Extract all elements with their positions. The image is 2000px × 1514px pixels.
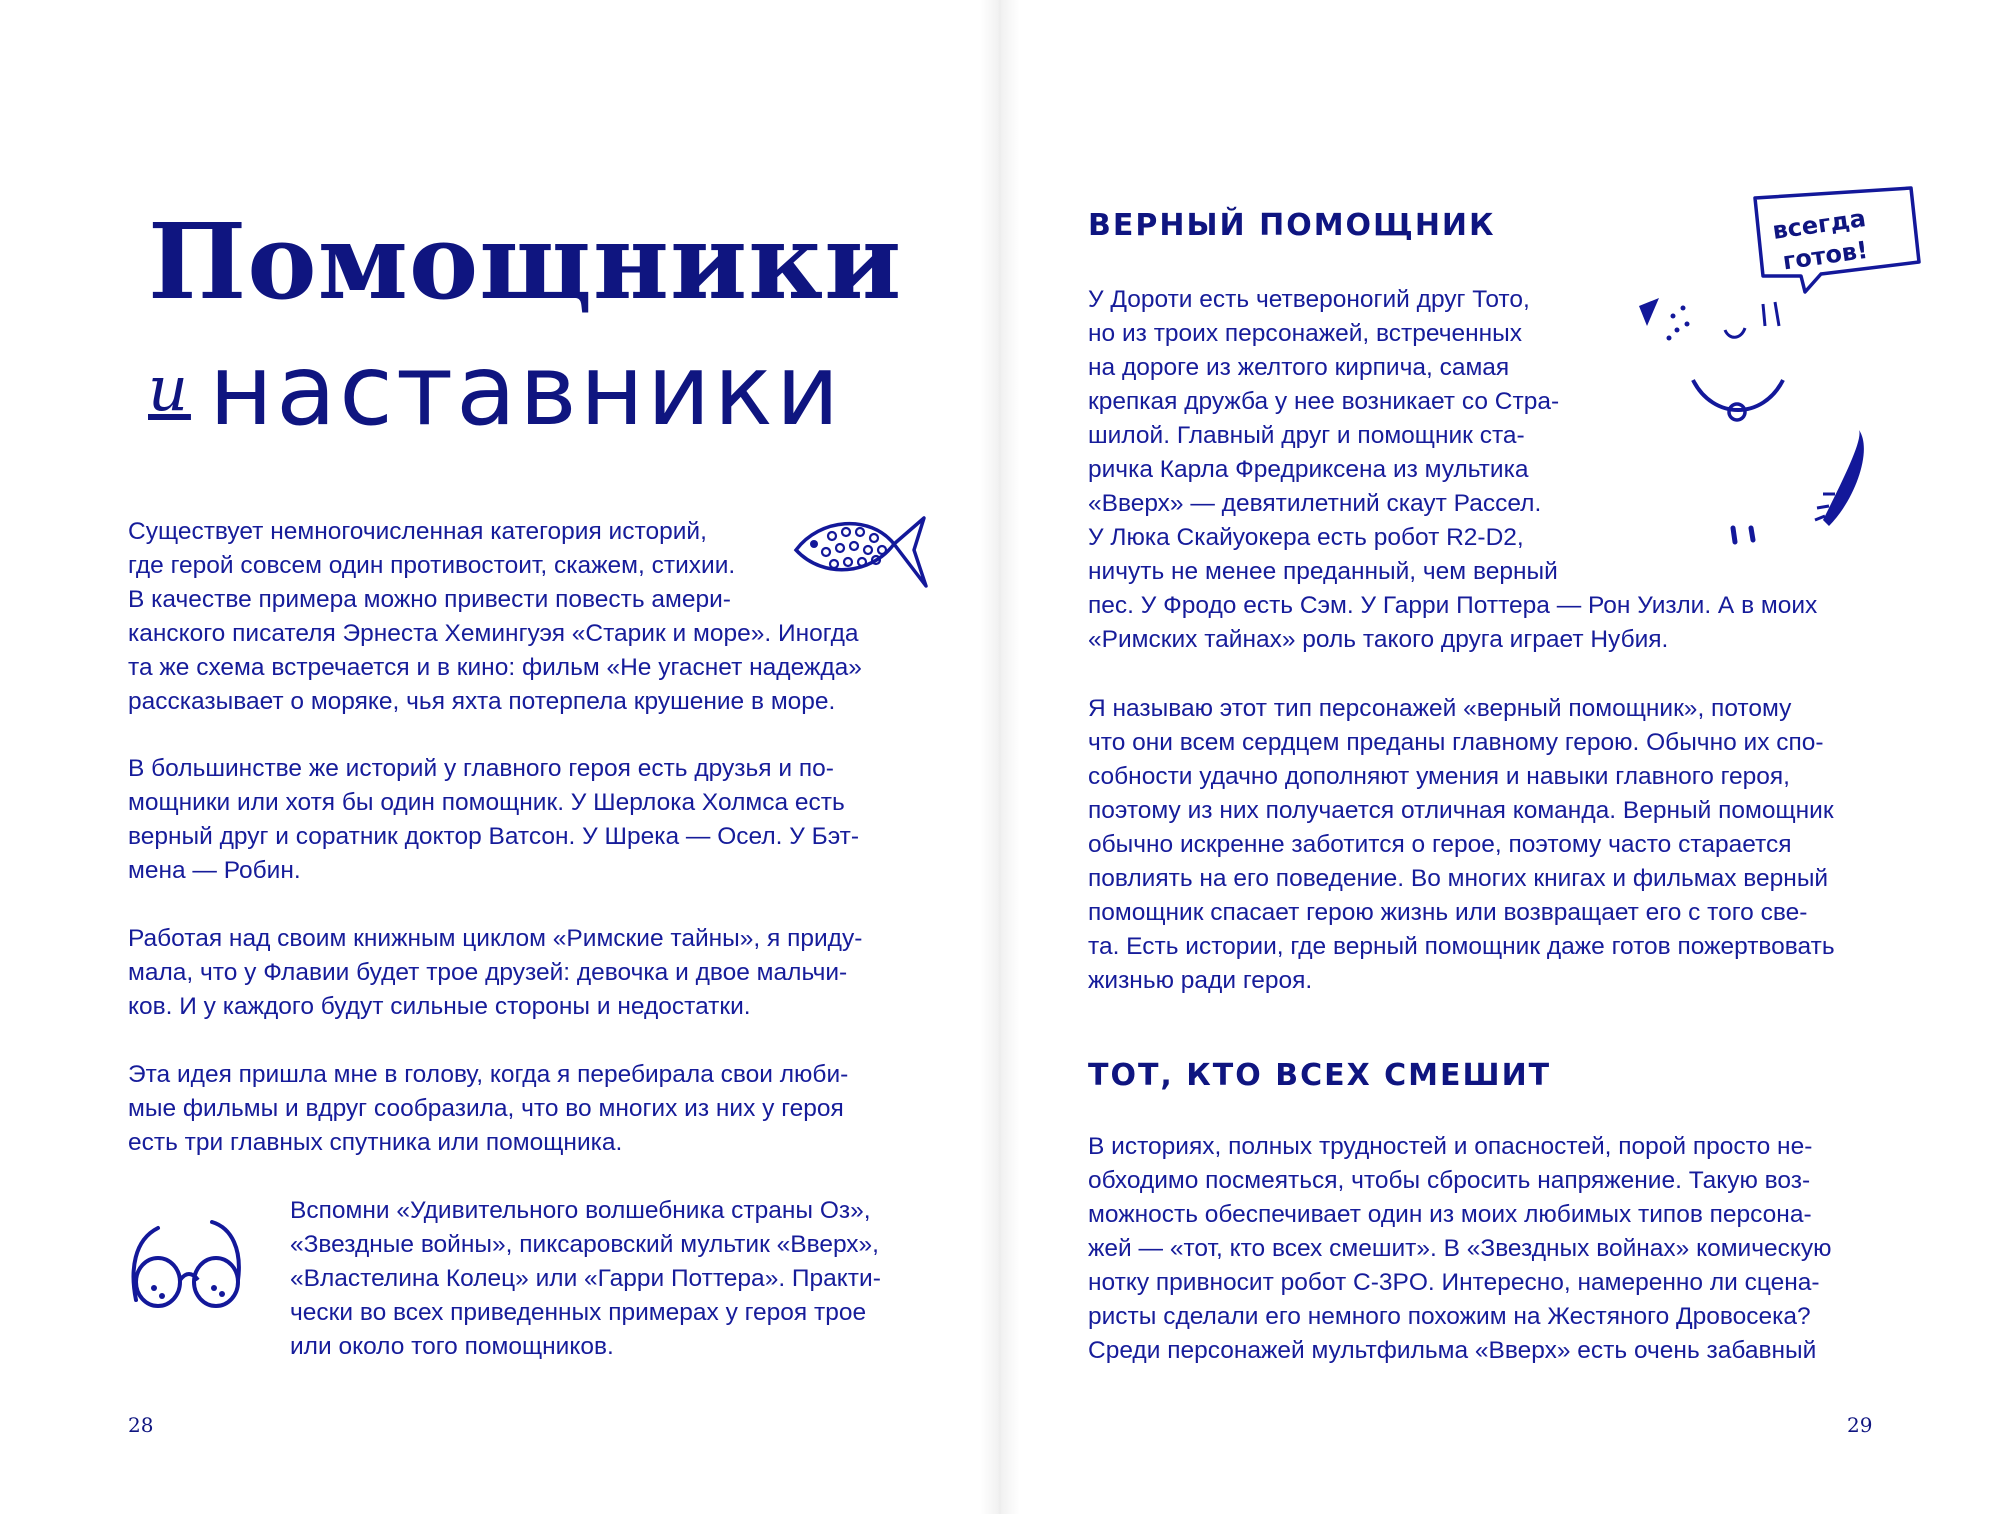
title-line-1: Помощники — [148, 200, 903, 323]
section-1-wide-text: пес. У Фродо есть Сэм. У Гарри Поттера — Рон Уизли. А в моих «Римских тайнах» роль такого друга играет Нубия. — [1088, 592, 1818, 653]
page-number-left: 28 — [128, 1413, 154, 1437]
section-1-narrow-text: У Дороти есть четвероногий друг Тото, но из троих персонажей, встреченных на дороге из желтого кирпича, самая крепкая дружба у нее возникает со Стра- шилой. Главный друг и помощник ста- ричка Карла Фредриксена из мультика «Вверх» — девятилетний скаут Рассел. У Люка Скайуокера есть робот R2-D2, ничуть не менее преданный, чем верный — [1088, 286, 1560, 585]
section-heading-faithful-helper: ВЕРНЫЙ ПОМОЩНИК — [1088, 208, 1496, 243]
paragraph-4: Эта идея пришла мне в голову, когда я перебирала свои люби- мые фильмы и вдруг сообразила, что во многих из них у героя есть три главных спутника или помощника. — [128, 1061, 849, 1156]
paragraph-3: Работая над своим книжным циклом «Римские тайны», я приду- мала, что у Флавии будет трое друзей: девочка и двое мальчи- ков. И у каждого будут сильные стороны и недостатки. — [128, 925, 863, 1020]
paragraph-2: В большинстве же историй у главного героя есть друзья и по- мощники или хотя бы один помощник. У Шерлока Холмса есть верный друг и соратник доктор Ватсон. У Шрека — Осел. У Бэт- мена — Робин. — [128, 755, 860, 884]
right-page — [1003, 0, 2000, 1514]
section-2-paragraph: В историях, полных трудностей и опасностей, порой просто не- обходимо посмеяться, чтобы сбросить напряжение. Такую воз- можность обеспечивает один из моих любимых типов персона- жей — «тот, кто всех смешит». В «Звездных войнах» комическую нотку привносит робот С-3PO. Интересно, намеренно ли сцена- ристы сделали его немного похожим на Жестяного Дровосека? Среди персонажей мультфильма «Вверх» есть очень забавный — [1088, 1133, 1832, 1364]
title-line-2 — [148, 334, 908, 448]
page-title — [148, 200, 908, 448]
book-gutter — [980, 0, 1020, 1514]
dog-icon — [1633, 180, 1933, 560]
section-heading-funny-one: ТОТ, КТО ВСЕХ СМЕШИТ — [1088, 1058, 1552, 1093]
page-number-right: 29 — [1847, 1413, 1873, 1437]
title-line-2-text: наставники — [208, 334, 843, 448]
speech-bubble-line-2: готов! — [1780, 235, 1870, 276]
glasses-icon — [128, 1210, 248, 1320]
fish-icon — [790, 510, 930, 595]
speech-bubble-line-1: всегда — [1770, 204, 1868, 245]
left-page — [0, 0, 997, 1514]
tip-paragraph: Вспомни «Удивительного волшебника страны Оз», «Звездные войны», пиксаровский мультик «Вверх», «Властелина Колец» или «Гарри Поттера». Практи- чески во всех приведенных примерах у героя трое или около того помощников. — [290, 1197, 881, 1360]
paragraph-1: Существует немногочисленная категория историй, где герой совсем один противостоит, скажем, стихии. В качестве примера можно привести повесть амери- канского писателя Эрнеста Хемингуэя «Старик и море». Иногда та же схема встречается и в кино: фильм «Не угаснет надежда» рассказывает о моряке, чья яхта потерпела крушение в море. — [128, 518, 862, 715]
section-1-paragraph-2: Я называю этот тип персонажей «верный помощник», потому что они всем сердцем преданы главному герою. Обычно их спо- собности удачно дополняют умения и навыки главного героя, поэтому из них получается отличная команда. Верный помощник обычно искренне заботится о герое, поэтому часто старается повлиять на его поведение. Во многих книгах и фильмах верный помощник спасает герою жизнь или возвращает его с того све- та. Есть истории, где верный помощник даже готов пожертвовать жизнью ради героя. — [1088, 695, 1835, 994]
title-conjunction: и — [148, 352, 191, 425]
